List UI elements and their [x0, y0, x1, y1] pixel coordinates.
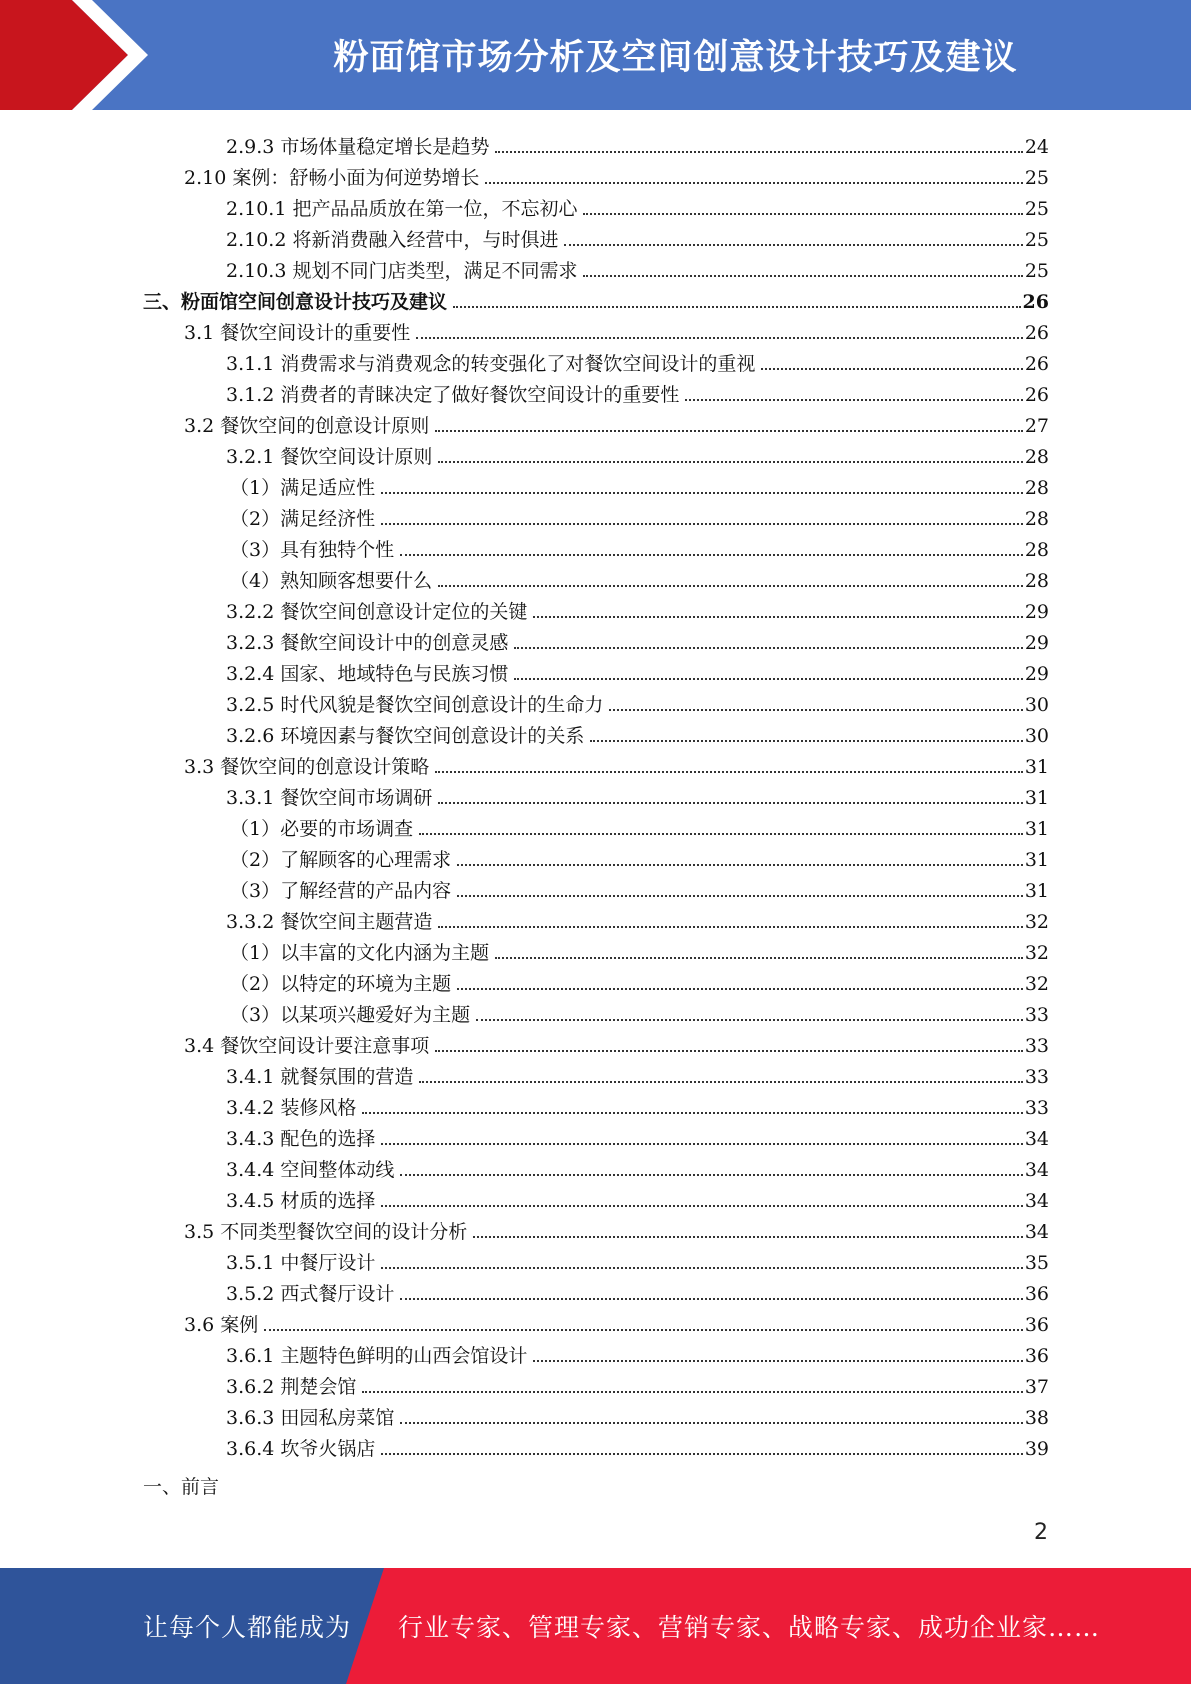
- toc-entry-title: 3.4.4 空间整体动线: [226, 1159, 395, 1181]
- toc-entry-page: 25: [1024, 167, 1049, 189]
- toc-entry-page: 25: [1024, 260, 1049, 282]
- toc-entry-page: 29: [1024, 663, 1049, 685]
- toc-leader-dots: [381, 1453, 1022, 1455]
- toc-entry-page: 33: [1024, 1066, 1049, 1088]
- toc-leader-dots: [457, 895, 1023, 897]
- toc-leader-dots: [264, 1329, 1023, 1331]
- toc-entry[interactable]: [230, 531, 1049, 562]
- toc-entry-title: 3.5.1 中餐厅设计: [226, 1252, 376, 1274]
- toc-entry-title: 3.5.2 西式餐厅设计: [226, 1283, 395, 1305]
- toc-entry-title: 三、粉面馆空间创意设计技巧及建议: [143, 291, 448, 313]
- toc-entry[interactable]: [226, 345, 1049, 376]
- toc-entry-title: （2）了解顾客的心理需求: [230, 849, 452, 871]
- toc-entry-page: 34: [1024, 1128, 1049, 1150]
- toc-leader-dots: [457, 864, 1023, 866]
- toc-leader-dots: [609, 709, 1022, 711]
- toc-leader-dots: [435, 771, 1023, 773]
- toc-entry[interactable]: [226, 1120, 1049, 1151]
- toc-entry-page: 30: [1024, 725, 1049, 747]
- toc-entry-page: 31: [1024, 787, 1049, 809]
- toc-entry[interactable]: [226, 1058, 1049, 1089]
- toc-entry-page: 26: [1024, 384, 1049, 406]
- toc-entry-title: 3.1 餐饮空间设计的重要性: [184, 322, 411, 344]
- toc-entry[interactable]: [226, 686, 1049, 717]
- toc-entry-page: 32: [1024, 911, 1049, 933]
- toc-leader-dots: [583, 275, 1022, 277]
- toc-entry[interactable]: [226, 190, 1049, 221]
- toc-entry-page: 26: [1024, 322, 1049, 344]
- toc-entry-title: （1）必要的市场调查: [230, 818, 414, 840]
- toc-entry-title: 3.1.2 消费者的青睐决定了做好餐饮空间设计的重要性: [226, 384, 680, 406]
- toc-entry[interactable]: [230, 810, 1049, 841]
- toc-entry[interactable]: [230, 996, 1049, 1027]
- page-number: 2: [1034, 1520, 1048, 1545]
- toc-entry-page: 28: [1024, 477, 1049, 499]
- toc-leader-dots: [590, 740, 1022, 742]
- toc-entry-title: 3.3.2 餐饮空间主题营造: [226, 911, 433, 933]
- toc-entry-page: 25: [1024, 198, 1049, 220]
- page-footer: [0, 1568, 1191, 1684]
- toc-entry[interactable]: [226, 779, 1049, 810]
- toc-leader-dots: [495, 957, 1023, 959]
- toc-leader-dots: [583, 213, 1022, 215]
- toc-leader-dots: [435, 1050, 1023, 1052]
- toc-entry-title: 3.4.5 材质的选择: [226, 1190, 376, 1212]
- toc-entry-title: 2.10.1 把产品品质放在第一位，不忘初心: [226, 198, 578, 220]
- toc-entry[interactable]: [226, 1244, 1049, 1275]
- toc-entry-page: 37: [1024, 1376, 1049, 1398]
- toc-entry-page: 36: [1024, 1314, 1049, 1336]
- toc-entry-title: 3.1.1 消费需求与消费观念的转变强化了对餐饮空间设计的重视: [226, 353, 756, 375]
- toc-entry-page: 24: [1024, 136, 1049, 158]
- toc-entry-page: 31: [1024, 818, 1049, 840]
- toc-entry[interactable]: [230, 500, 1049, 531]
- toc-entry[interactable]: [226, 252, 1049, 283]
- toc-leader-dots: [533, 616, 1022, 618]
- toc-entry-title: 3.6.3 田园私房菜馆: [226, 1407, 395, 1429]
- toc-entry-page: 38: [1024, 1407, 1049, 1429]
- toc-entry[interactable]: [230, 562, 1049, 593]
- toc-leader-dots: [381, 1205, 1022, 1207]
- toc-entry-title: 3.6.2 荆楚会馆: [226, 1376, 357, 1398]
- toc-entry[interactable]: [226, 624, 1049, 655]
- toc-leader-dots: [495, 151, 1022, 153]
- page-header: [0, 0, 1191, 110]
- toc-leader-dots: [381, 1143, 1022, 1145]
- toc-entry[interactable]: [230, 965, 1049, 996]
- toc-entry-title: （3）以某项兴趣爱好为主题: [230, 1004, 471, 1026]
- toc-entry-title: 3.4 餐饮空间设计要注意事项: [184, 1035, 430, 1057]
- toc-entry-page: 39: [1024, 1438, 1049, 1460]
- footer-slogan-left: 让每个人都能成为: [143, 1613, 352, 1642]
- toc-entry-page: 34: [1024, 1159, 1049, 1181]
- toc-entry[interactable]: [226, 1089, 1049, 1120]
- toc-entry[interactable]: [226, 717, 1049, 748]
- toc-entry[interactable]: [184, 1213, 1049, 1244]
- toc-entry-title: 2.10.2 将新消费融入经营中，与时俱进: [226, 229, 559, 251]
- toc-entry[interactable]: [230, 934, 1049, 965]
- toc-leader-dots: [438, 802, 1022, 804]
- toc-entry[interactable]: [226, 1337, 1049, 1368]
- toc-entry-title: （2）满足经济性: [230, 508, 376, 530]
- toc-entry-title: 3.4.2 装修风格: [226, 1097, 357, 1119]
- toc-entry-title: 2.9.3 市场体量稳定增长是趋势: [226, 136, 490, 158]
- toc-entry-page: 33: [1024, 1097, 1049, 1119]
- toc-entry-title: 3.6.4 坎爷火锅店: [226, 1438, 376, 1460]
- toc-entry[interactable]: [226, 1399, 1049, 1430]
- toc-entry-title: （4）熟知顾客想要什么: [230, 570, 433, 592]
- toc-entry-title: 2.10 案例：舒畅小面为何逆势增长: [184, 167, 480, 189]
- toc-entry[interactable]: [143, 283, 1049, 314]
- toc-entry-title: 3.2.1 餐饮空间设计原则: [226, 446, 433, 468]
- toc-entry[interactable]: [184, 748, 1049, 779]
- toc-entry-page: 28: [1024, 446, 1049, 468]
- toc-leader-dots: [400, 1174, 1022, 1176]
- toc-entry-title: （3）了解经营的产品内容: [230, 880, 452, 902]
- toc-entry[interactable]: [184, 159, 1049, 190]
- toc-entry-page: 31: [1024, 756, 1049, 778]
- toc-leader-dots: [514, 678, 1022, 680]
- toc-entry-page: 32: [1024, 942, 1049, 964]
- toc-leader-dots: [416, 337, 1023, 339]
- toc-entry[interactable]: [226, 376, 1049, 407]
- toc-leader-dots: [685, 399, 1022, 401]
- toc-entry[interactable]: [226, 128, 1049, 159]
- document-title: 粉面馆市场分析及空间创意设计技巧及建议: [333, 38, 1018, 78]
- toc-entry-title: 3.2.5 时代风貌是餐饮空间创意设计的生命力: [226, 694, 604, 716]
- toc-entry-title: 3.2.2 餐饮空间创意设计定位的关键: [226, 601, 528, 623]
- toc-entry-page: 29: [1024, 601, 1049, 623]
- toc-entry-title: 3.2.6 环境因素与餐饮空间创意设计的关系: [226, 725, 585, 747]
- toc-entry[interactable]: [226, 221, 1049, 252]
- toc-entry-title: 3.3 餐饮空间的创意设计策略: [184, 756, 430, 778]
- toc-leader-dots: [419, 833, 1023, 835]
- toc-entry-page: 28: [1024, 508, 1049, 530]
- toc-entry[interactable]: [226, 593, 1049, 624]
- header-arrow-icon: [0, 0, 160, 110]
- toc-leader-dots: [476, 1019, 1023, 1021]
- toc-leader-dots: [533, 1360, 1022, 1362]
- toc-entry-page: 26: [1022, 291, 1049, 313]
- toc-entry-title: 3.2.4 国家、地域特色与民族习惯: [226, 663, 509, 685]
- toc-entry-page: 30: [1024, 694, 1049, 716]
- toc-entry-page: 31: [1024, 880, 1049, 902]
- toc-entry[interactable]: [230, 872, 1049, 903]
- toc-entry[interactable]: [184, 1027, 1049, 1058]
- toc-entry-title: 3.5 不同类型餐饮空间的设计分析: [184, 1221, 468, 1243]
- toc-leader-dots: [761, 368, 1022, 370]
- toc-entry-title: 3.4.1 就餐氛围的营造: [226, 1066, 414, 1088]
- toc-entry-title: 3.6 案例: [184, 1314, 259, 1336]
- toc-entry-page: 31: [1024, 849, 1049, 871]
- toc-entry-page: 33: [1024, 1035, 1049, 1057]
- toc-entry-page: 28: [1024, 570, 1049, 592]
- toc-entry-title: 3.6.1 主题特色鲜明的山西会馆设计: [226, 1345, 528, 1367]
- toc-entry-title: （1）满足适应性: [230, 477, 376, 499]
- toc-entry-title: （3）具有独特个性: [230, 539, 395, 561]
- toc-leader-dots: [381, 523, 1023, 525]
- toc-entry-page: 34: [1024, 1190, 1049, 1212]
- toc-entry-title: 3.4.3 配色的选择: [226, 1128, 376, 1150]
- toc-entry-title: 2.10.3 规划不同门店类型，满足不同需求: [226, 260, 578, 282]
- toc-entry[interactable]: [184, 314, 1049, 345]
- toc-entry-page: 25: [1024, 229, 1049, 251]
- toc-entry[interactable]: [226, 1275, 1049, 1306]
- toc-leader-dots: [438, 461, 1022, 463]
- toc-leader-dots: [419, 1081, 1022, 1083]
- toc-entry-page: 34: [1024, 1221, 1049, 1243]
- toc-entry-page: 32: [1024, 973, 1049, 995]
- toc-entry-page: 28: [1024, 539, 1049, 561]
- toc-leader-dots: [400, 1298, 1022, 1300]
- toc-entry[interactable]: [226, 1368, 1049, 1399]
- toc-entry[interactable]: [230, 841, 1049, 872]
- toc-entry[interactable]: [184, 1306, 1049, 1337]
- toc-entry[interactable]: [230, 469, 1049, 500]
- toc-entry-title: 3.2 餐饮空间的创意设计原则: [184, 415, 430, 437]
- toc-leader-dots: [400, 554, 1023, 556]
- toc-leader-dots: [435, 430, 1023, 432]
- toc-leader-dots: [400, 1422, 1022, 1424]
- toc-entry-page: 26: [1024, 353, 1049, 375]
- toc-entry-title: （2）以特定的环境为主题: [230, 973, 452, 995]
- toc-entry-title: （1）以丰富的文化内涵为主题: [230, 942, 490, 964]
- toc-entry[interactable]: [184, 407, 1049, 438]
- section-heading-intro: 一、前言: [143, 1476, 220, 1498]
- toc-entry-page: 29: [1024, 632, 1049, 654]
- toc-entry[interactable]: [226, 1151, 1049, 1182]
- toc-entry-page: 33: [1024, 1004, 1049, 1026]
- toc-leader-dots: [473, 1236, 1023, 1238]
- toc-entry[interactable]: [226, 1430, 1049, 1461]
- toc-leader-dots: [453, 306, 1021, 308]
- toc-entry-page: 36: [1024, 1283, 1049, 1305]
- toc-entry-title: 3.3.1 餐饮空间市场调研: [226, 787, 433, 809]
- toc-entry-page: 36: [1024, 1345, 1049, 1367]
- footer-slogan-right: 行业专家、管理专家、营销专家、战略专家、成功企业家……: [398, 1613, 1101, 1642]
- toc-entry[interactable]: [226, 903, 1049, 934]
- toc-entry-title: 3.2.3 餐飲空间设计中的创意灵感: [226, 632, 509, 654]
- toc-leader-dots: [438, 926, 1022, 928]
- toc-entry-page: 27: [1024, 415, 1049, 437]
- toc-leader-dots: [564, 244, 1022, 246]
- toc-leader-dots: [438, 585, 1023, 587]
- toc-entry[interactable]: [226, 1182, 1049, 1213]
- toc-leader-dots: [362, 1112, 1022, 1114]
- toc-leader-dots: [457, 988, 1023, 990]
- toc-leader-dots: [381, 492, 1023, 494]
- toc-leader-dots: [514, 647, 1022, 649]
- toc-leader-dots: [485, 182, 1022, 184]
- toc-entry-page: 35: [1024, 1252, 1049, 1274]
- toc-entry[interactable]: [226, 438, 1049, 469]
- toc-leader-dots: [381, 1267, 1022, 1269]
- toc-leader-dots: [362, 1391, 1022, 1393]
- toc-entry[interactable]: [226, 655, 1049, 686]
